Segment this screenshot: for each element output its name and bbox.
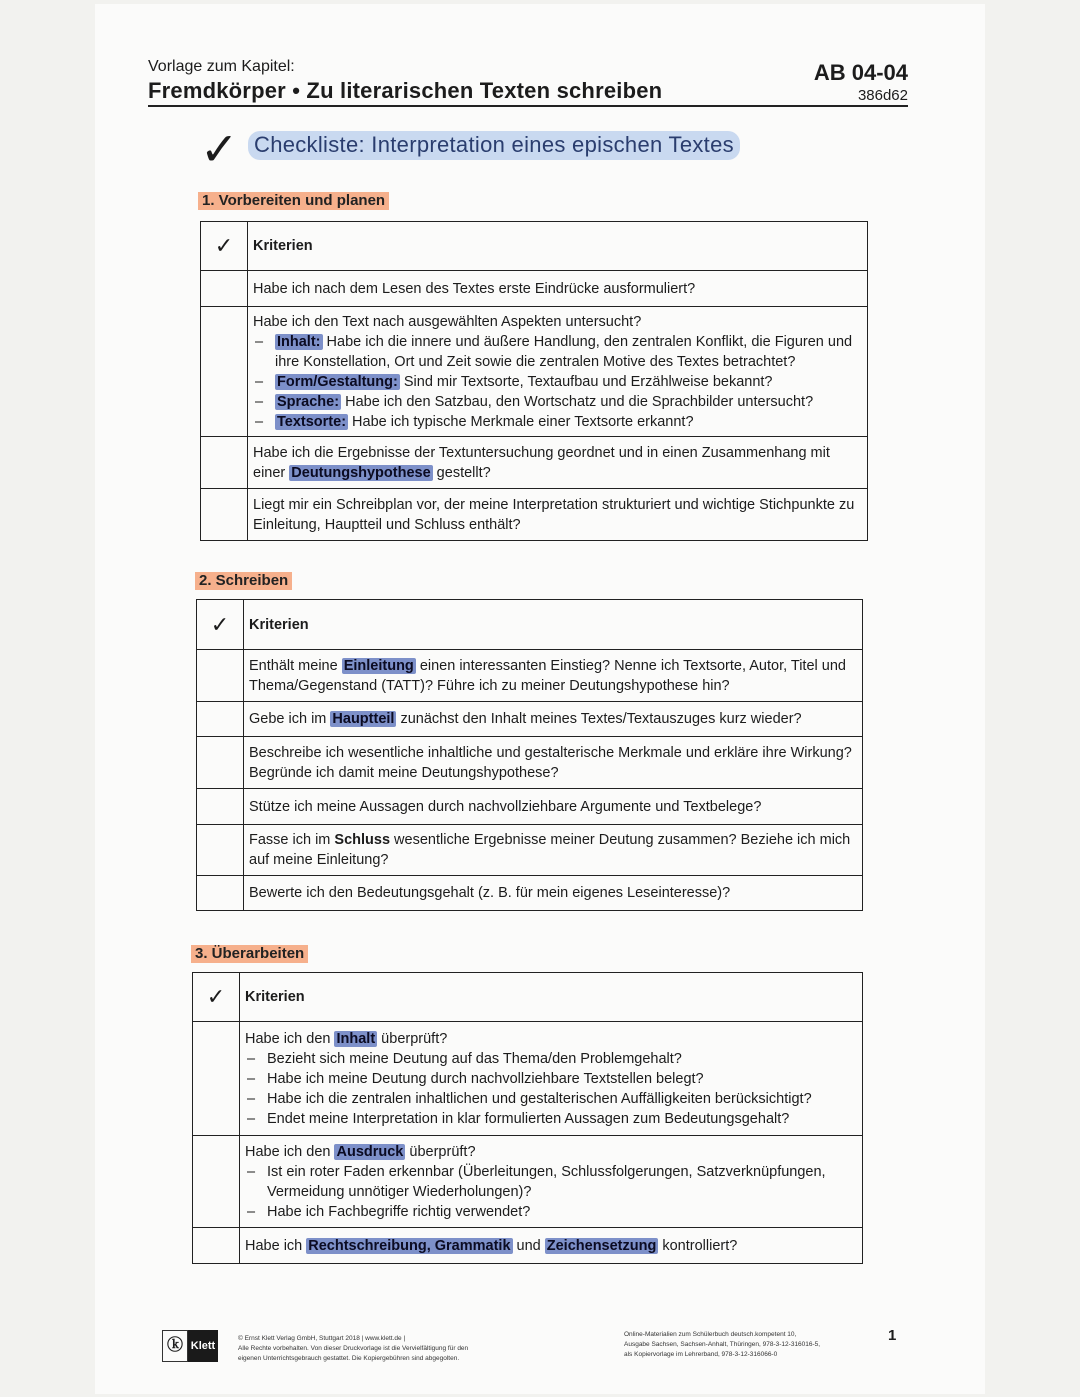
criteria-table-prepare [200,221,868,541]
online-line: als Kopiervorlage im Lehrerband, 978-3-12-316066-0 [624,1351,778,1358]
chapter-title: Fremdkörper • Zu literarischen Texten schreiben [148,78,663,103]
check-cell [201,489,248,541]
criterion-text: Liegt mir ein Schreibplan vor, der meine Interpretation strukturiert und wichtige Stichpunkte zu Einleitung, Hauptteil und Schluss enthält? [248,489,868,541]
bullet-text: Habe ich die innere und äußere Handlung, den zentralen Konflikt, die Figuren und ihre Konstellation, Ort und Zeit sowie die zentralen Motive des Textes betrachtet? [275,333,853,370]
text-part: wesentliche Ergebnisse meiner Deutung zusammen? Beziehe ich mich auf meine Einleitung? [249,832,851,868]
check-cell [193,1022,240,1136]
check-cell [201,271,248,307]
list-item [253,412,861,432]
bullet-text: Sind mir Textsorte, Textaufbau und Erzählweise bekannt? [399,373,773,390]
criterion-bullets [245,1049,856,1129]
list-item [253,332,861,372]
check-cell [197,702,244,737]
text-part: gestellt? [432,464,491,481]
criteria-table-revise [192,972,863,1264]
publisher-logo [162,1330,218,1362]
criterion-text [240,1228,863,1264]
criterion-text [240,1136,863,1228]
keyword-highlight: Hauptteil [332,711,395,727]
list-item [253,372,861,392]
checklist-title: Checkliste: Interpretation eines epischen Textes [248,131,740,160]
criteria-table-write [196,599,863,911]
criterion-text [244,650,863,702]
worksheet-code: AB 04-04 [813,60,908,85]
text-part: Habe ich den [245,1143,335,1160]
text-part: und [512,1237,545,1254]
checkmark-icon: ✓ [193,973,240,1022]
text-part: Habe ich den [245,1030,335,1047]
list-item: – Endet meine Interpretation in klar formulierten Aussagen zum Bedeutungsgehalt? [245,1109,856,1129]
criterion-intro: Habe ich den Text nach ausgewählten Aspekten untersucht? [253,313,642,330]
keyword-highlight: Ausdruck [336,1143,404,1160]
check-cell [201,437,248,489]
criterion-text: Beschreibe ich wesentliche inhaltliche und gestalterische Merkmale und erkläre ihre Wirkung? Begründe ich damit meine Deutungshypothese? [244,737,863,789]
list-item [253,392,861,412]
copyright-line: Alle Rechte vorbehalten. Von dieser Druckvorlage ist die Vervielfältigung für den [238,1345,469,1352]
bullet-text: Habe ich den Satzbau, den Wortschatz und die Sprachbilder untersucht? [341,393,814,410]
list-item: – Habe ich die zentralen inhaltlichen und gestalterischen Auffälligkeiten berücksichtigt? [245,1089,856,1109]
criterion-text [248,437,868,489]
page-number: 1 [888,1327,897,1344]
check-cell [197,737,244,789]
list-item: – Bezieht sich meine Deutung auf das Thema/den Problemgehalt? [245,1049,856,1069]
bullet-text: Habe ich typische Merkmale einer Textsorte erkannt? [348,413,694,430]
section-label-prepare: 1. Vorbereiten und planen [198,192,389,210]
text-part: Habe ich die Ergebnisse der Textuntersuchung geordnet und in einen Zusammenhang mit einer [253,444,830,481]
copyright-notice [238,1334,518,1364]
keyword-bold: Schluss [334,832,391,848]
check-cell [193,1228,240,1264]
keyword-highlight: Textsorte: [277,413,347,430]
keyword-highlight: Inhalt [336,1030,376,1047]
keyword-highlight: Deutungshypothese [291,464,431,481]
text-part: Habe ich [245,1237,307,1254]
criterion-text [248,307,868,437]
list-item: – Habe ich meine Deutung durch nachvollziehbare Textstellen belegt? [245,1069,856,1089]
worksheet-subcode: 386d62 [857,87,908,104]
criterion-bullets [245,1162,856,1222]
checkmark-icon: ✓ [200,123,239,175]
text-part: einen interessanten Einstieg? Nenne ich Textsorte, Autor, Titel und Thema/Gegenstand (TATT)? Führe ich zu meiner Deutungshypothese hin? [249,657,846,694]
check-cell [197,789,244,825]
text-part: Enthält meine [249,657,342,674]
keyword-highlight: Zeichensetzung [546,1237,657,1254]
copyright-line: eigenen Unterrichtsgebrauch gestattet. Die Kopiergebühren sind abgegolten. [238,1355,460,1362]
table-header: Kriterien [244,600,863,650]
keyword-highlight: Sprache: [277,393,340,410]
table-header: Kriterien [240,973,863,1022]
online-line: Ausgabe Sachsen, Sachsen-Anhalt, Thüringen, 978-3-12-316016-5, [624,1341,821,1348]
criterion-intro [245,1142,856,1162]
criterion-intro [245,1029,856,1049]
checkmark-icon: ✓ [197,600,244,650]
check-cell [197,650,244,702]
checkmark-icon: ✓ [201,222,248,271]
online-materials-note [624,1330,864,1360]
chapter-prefix: Vorlage zum Kapitel: [148,58,295,75]
check-cell [193,1136,240,1228]
check-cell [201,307,248,437]
check-cell [197,825,244,876]
text-part: überprüft? [377,1030,448,1047]
table-header: Kriterien [248,222,868,271]
list-item: – Habe ich Fachbegriffe richtig verwendet? [245,1202,856,1222]
criterion-bullets [253,332,861,432]
logo-text: Klett [188,1330,218,1362]
text-part: Gebe ich im [249,711,331,727]
text-part: Fasse ich im [249,832,335,848]
criterion-text [244,702,863,737]
header-divider [148,105,908,107]
copyright-line: © Ernst Klett Verlag GmbH, Stuttgart 2018 | www.klett.de | [238,1335,406,1342]
text-part: überprüft? [405,1143,476,1160]
text-part: kontrolliert? [658,1237,738,1254]
online-line: Online-Materialien zum Schülerbuch deutsch.kompetent 10, [624,1331,797,1338]
criterion-text [240,1022,863,1136]
section-label-write: 2. Schreiben [195,572,292,590]
section-label-revise: 3. Überarbeiten [191,945,308,963]
criterion-text: Habe ich nach dem Lesen des Textes erste Eindrücke ausformuliert? [248,271,868,307]
keyword-highlight: Form/Gestaltung: [277,373,398,390]
klett-mark-icon: ⓚ [162,1330,188,1362]
list-item: – Ist ein roter Faden erkennbar (Überleitungen, Schlussfolgerungen, Satzverknüpfungen, Vermeidung unnötiger Wiederholungen)? [245,1162,856,1202]
criterion-text: Stütze ich meine Aussagen durch nachvollziehbare Argumente und Textbelege? [244,789,863,825]
text-part: zunächst den Inhalt meines Textes/Textauszuges kurz wieder? [396,711,802,727]
keyword-highlight: Rechtschreibung, Grammatik [308,1237,511,1254]
criterion-text: Bewerte ich den Bedeutungsgehalt (z. B. für mein eigenes Leseinteresse)? [244,876,863,911]
criterion-text [244,825,863,876]
keyword-highlight: Inhalt: [277,333,321,350]
check-cell [197,876,244,911]
keyword-highlight: Einleitung [343,657,414,674]
